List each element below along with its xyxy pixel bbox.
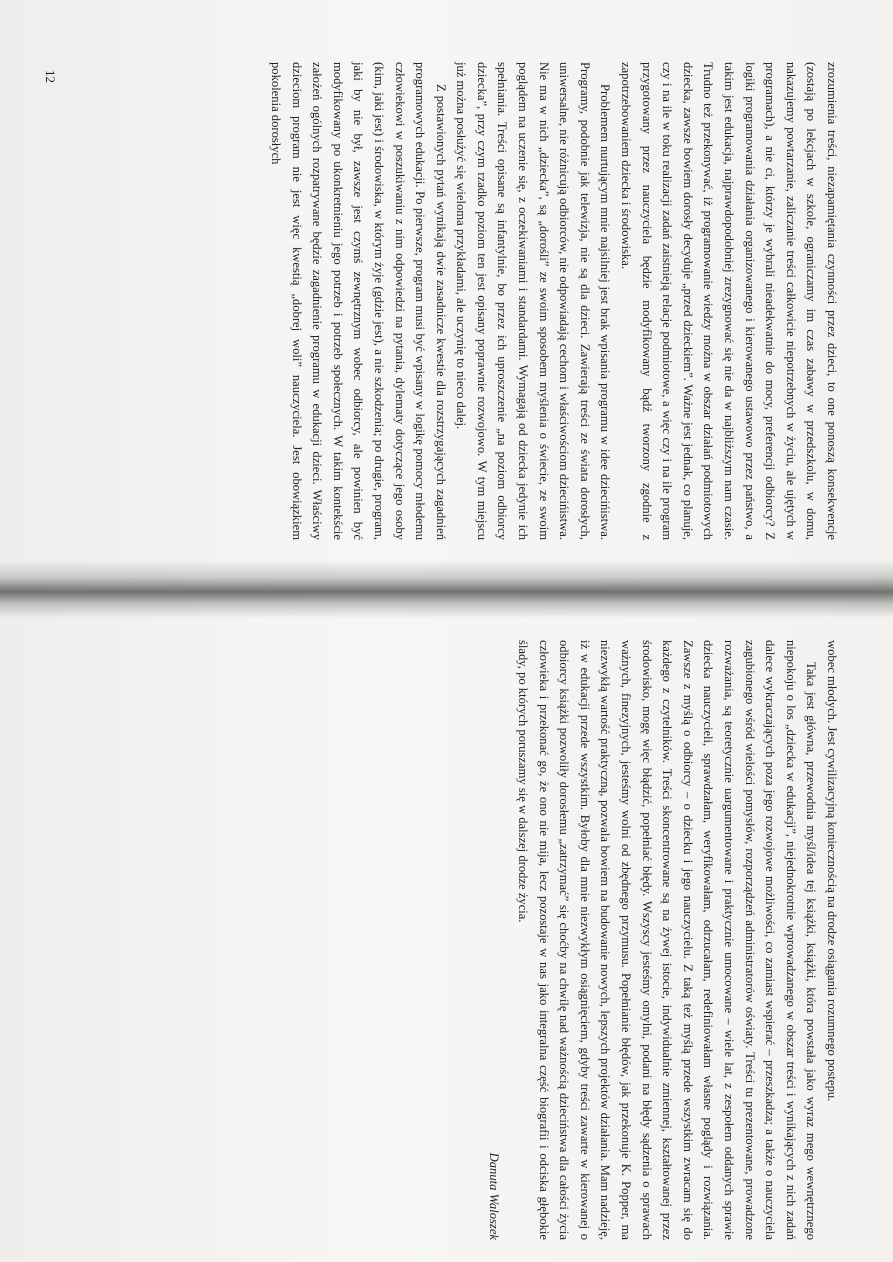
paragraph: zrozumienia treści, niezapamiętania czynności przez dzieci, to one ponoszą konsekwencje (zostają po lekcjach w szkole, ograniczamy im czas zabawy w przedszkolu, w domu, nakazujemy powtarzanie, zaliczanie treści całkowicie niepotrzebnych w życiu, ale ujętych w programach), a nie ci, którzy je wybrali nieadekwatnie do mocy, preferencji odbiorcy? Z logiki programowania działania organizowanego i kierowanego ustawowo przez państwo, a takim jest edukacja, najprawdopodobniej zrezygnować się nie da w najbliższym nam czasie. Trudno też przekonywać, iż programowanie wiedzy można w obszar działań podmiotowych dziecka, zawsze bowiem dorosły decyduje „przed dzieckiem”. Ważne jest jednak, co planuje, czy i na ile w toku realizacji zadań zaistnieją relacje podmiotowe, a więc czy i na ile program przygotowany przez nauczyciela będzie modyfikowany bądź tworzony zgodnie z zapotrzebowaniem dziecka i środowiska. xyxy=(619,62,839,540)
author-signature: Danuta Waloszek xyxy=(487,1152,502,1240)
paragraph: Taka jest główna, przewodnia myśl/idea tej książki, książki, która powstała jako wyraz mego wewnętrznego niepokoju o los „dziecka w edukacji”, niejednokrotnie wprowadzanego w obszar treści i wynikających z nich zadań dalece wykraczających poza jego rozwojowe możliwości, co zamiast wspierać – przeszkadza; a także o nauczyciela zagubionego wśród wielości pomysłów, rozporządzeń administratorów oświaty. Treści tu prezentowane, prowadzone rozważania, są teoretycznie uargumentowane i praktycznie umocowane – wiele lat, z zespołem oddanych sprawie dziecka nauczycieli, sprawdzałam, weryfikowałam, odrzucałam, redefiniowałam własne poglądy i rozwiązania. Zawsze z myślą o odbiorcy – o dziecku i jego nauczycielu. Z taką też myślą przede wszystkim zwracam się do każdego z czytelników. Treści skoncentrowane są na żywej istocie, indywidualnie zmiennej, kształtowanej przez środowisko, mogę więc błądzić, popełniać błędy. Wszyscy jesteśmy omylni, podani na błędy sądzenia o sprawach ważnych, finezyjnych, jesteśmy wolni od zbędnego przymusu. Popełnianie błędów, jak przekonuje K. Popper, ma niezwykłą wartość praktyczną, pozwala bowiem na budowanie nowych, lepszych projektów działania. Mam nadzieję, iż w edukacji przede wszystkim. Byłoby dla mnie niezwykłym osiągnięciem, gdyby treści zawarte w kierowanej o odbiorcy książki pozwoliły dorosłemu „zatrzymać” się choćby na chwilę nad ważnością dzieciństwa dla całości życia człowieka i przekonać go, że ono nie mija, lecz pozostaje w nas jako integralna część biografii i odciska głębokie ślady, po których poruszamy się w dalszej drodze życia. xyxy=(516,640,819,1240)
paragraph: Z postawionych pytań wynikają dwie zasadnicze kwestie dla rozstrzygających zagadnień programowych edukacji. Po pierwsze, program musi być wpisany w logikę pomocy młodemu człowiekowi w poszukiwaniu z nim odpowiedzi na pytania, dylematy dotyczące jego osoby (kim, jaki jest) i środowiska, w którym żyje (gdzie jest), a nie szkodzenia; po drugie, program, jaki by nie był, zawsze jest czymś zewnętrznym wobec odbiorcy, ale powinien być modyfikowany po ukonkretnieniu jego potrzeb i potrzeb społecznych. W takim kontekście założeń ogólnych rozpatrywane będzie zagadnienie programu w edukacji dzieci. Właściwy dzieciom program nie jest więc kwestią „dobrej woli” nauczyciela. Jest obowiązkiem pokolenia dorosłych xyxy=(268,62,448,540)
text-column-upper xyxy=(82,62,842,540)
text-column-lower xyxy=(82,640,842,1240)
book-gutter-shadow xyxy=(0,560,893,618)
paragraph: wobec młodych. Jest cywilizacyjną koniecznością na drodze osiągania rozumnego postępu. xyxy=(825,640,839,1102)
paragraph: Problemem nurtującym mnie najsilniej jest brak wpisania programu w idee dziecińistwa. Programy, podobnie jak telewizja, nie są dla dzieci. Zawierają treści ze świata dorosłych, uniwersalne, nie różnicują odbiorców, nie odpowiadają cechom i właściwościom dziecińistwa. Nie ma w nich „dziecka”, są „dorośli” ze swoim sposobem myślenia o świecie, ze swoim poglądem na uczenie się, z oczekiwaniami i standardami. Wymagają od dziecka jedynie ich spełniania. Treści opisane są infantylnie, bo przez ich uproszczenie „na poziom odbiorcy dziecka”, przy czym rzadko poziom ten jest opisany poprawnie rozwojowo. W tym miejscu już można posłużyć się wieloma przykładami, ale uczynię to nieco dalej. xyxy=(454,62,613,540)
page-number: 12 xyxy=(43,70,58,83)
